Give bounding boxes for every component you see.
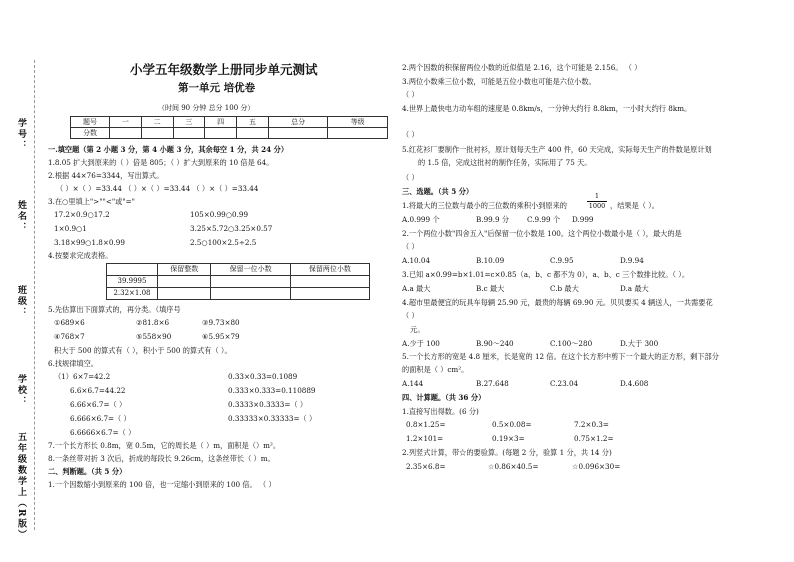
student-number-label: 学号：	[16, 118, 26, 151]
choice-option[interactable]: D.a 最大	[620, 284, 649, 293]
estimate-item: ⑤558×90	[136, 332, 172, 341]
pattern-item: 6.66×6.7=（ ）	[70, 400, 127, 409]
score-table-header: 总分	[268, 117, 328, 128]
choice-option[interactable]: A.少于 100	[402, 339, 440, 348]
pattern-item: 0.333×0.333=0.110889	[228, 386, 316, 395]
question-text: 3.在○里填上">""<"或"="	[48, 197, 135, 206]
score-cell[interactable]	[173, 128, 205, 139]
question-text: 5.红花衫厂要制作一批衬衫，原计划每天生产 400 件，60 天完成，实际每天生产的件数是原计划	[402, 145, 712, 154]
choice-option[interactable]: A.10.04	[402, 256, 431, 265]
class-label: 班级：	[16, 285, 26, 318]
score-table-header: 四	[205, 117, 237, 128]
answer-cell[interactable]	[158, 288, 211, 300]
question-text: 1.一个因数缩小到原来的 100 倍，也一定缩小到原来的 100 倍。 （ ）	[48, 480, 276, 489]
question-text: 7.一个长方形长 0.8m，宽 0.5m，它的周长是（ ）m，面积是（）m²。	[48, 441, 281, 450]
name-label: 姓名：	[16, 200, 26, 233]
rounding-table	[106, 263, 370, 300]
rounding-row-label: 39.9995	[107, 276, 158, 288]
pattern-item: 0.33×0.33=0.1089	[228, 372, 298, 381]
question-text: 2.一个两位小数"四舍五入"后保留一位小数是 100。这个两位小数最小是（ ），最大的是	[402, 229, 682, 238]
question-text: 积大于 500 的算式有（ ），积小于 500 的算式有（ ）。	[54, 346, 232, 355]
question-text: 1.8.05 扩大到原来的（ ）倍是 805；（ ）扩大到原来的 10 倍是 64。	[48, 158, 274, 167]
choice-option[interactable]: D.999	[572, 215, 594, 224]
fraction	[587, 193, 607, 209]
page-title: 小学五年级数学上册同步单元测试	[130, 62, 318, 77]
score-table-header: 三	[173, 117, 205, 128]
question-text: 1.直接写出得数。(6 分)	[402, 407, 479, 416]
estimate-item: ③9.73×80	[202, 318, 240, 327]
score-row-label: 分数	[71, 128, 110, 139]
score-cell[interactable]	[268, 128, 328, 139]
question-text: 6.找规律填空。	[48, 359, 98, 368]
unit-text: 元。	[410, 325, 425, 334]
choice-option[interactable]: D.大于 300	[620, 339, 659, 348]
choice-option[interactable]: B.10.09	[476, 256, 505, 265]
question-text: 4.超市里最便宜的玩具车每辆 25.90 元，最贵的每辆 69.90 元。贝贝要买 4 辆送人，一共需要花	[402, 298, 713, 307]
answer-blank[interactable]: （ ）	[402, 242, 419, 251]
choice-option[interactable]: C.23.04	[550, 379, 579, 388]
question-text: 的 1.5 倍，完成这批衬的制作任务，实际用了 75 天。	[418, 158, 592, 167]
fraction-denominator: 1000	[588, 201, 606, 210]
pattern-item: 6.6×6.7=44.22	[70, 386, 126, 395]
choice-option[interactable]: A.144	[402, 379, 424, 388]
score-cell[interactable]	[237, 128, 269, 139]
grade-subject-label: 五年级数学上（R版）	[16, 432, 26, 541]
compare-item: 1×0.9○1	[54, 224, 87, 233]
binding-line	[34, 60, 35, 530]
rounding-table-header: 保留一位小数	[211, 264, 290, 276]
pattern-item: 0.3333×0.3333=（ ）	[228, 400, 308, 409]
choice-option[interactable]: D.9.94	[620, 256, 644, 265]
calc-item: ☆0.86×40.5=	[488, 462, 539, 471]
calc-item: 7.2×0.3=	[574, 420, 609, 429]
pattern-item: 6.666×6.7=（ ）	[70, 414, 131, 423]
calc-item: 0.19×3=	[492, 434, 525, 443]
pattern-item: （1）6×7=42.2	[54, 372, 111, 381]
question-text: （ ）×（ ）=33.44 （ ）×（ ）=33.44 （ ）×（ ）=33.44	[56, 184, 259, 193]
choice-option[interactable]: A.a 最大	[402, 284, 431, 293]
choice-option[interactable]: B.27.648	[476, 379, 509, 388]
rounding-table-header: 保留整数	[158, 264, 211, 276]
compare-item: 2.5○100×2.5÷2.5	[190, 238, 257, 247]
question-text: ，结果是（ ）。	[610, 201, 659, 210]
question-text: 5.先估算出下面算式的，再分类。（填序号	[48, 305, 181, 314]
calc-item: 0.75×1.2=	[574, 434, 614, 443]
answer-cell[interactable]	[211, 276, 290, 288]
calc-item: ☆0.096×30=	[572, 462, 621, 471]
question-text: 2.两个因数的积保留两位小数的近似值是 2.16，这个可能是 2.156。 （ ）	[402, 63, 642, 72]
pattern-item: 0.33333×0.33333=（ ）	[228, 414, 317, 423]
question-text: 1.将最大的三位数与最小的三位数的乘积小到原来的	[402, 201, 567, 210]
choice-option[interactable]: C.9.99 个	[527, 215, 561, 224]
choice-option[interactable]: C.9.95	[550, 256, 574, 265]
calc-item: 0.5×0.08=	[492, 420, 532, 429]
estimate-item: ②81.8×6	[136, 318, 170, 327]
section-heading-choice: 三、选题。（共 5 分）	[402, 187, 474, 196]
score-cell[interactable]	[205, 128, 237, 139]
rounding-table-header: 保留两位小数	[290, 264, 369, 276]
score-table-header: 题号	[71, 117, 110, 128]
school-label: 学校：	[16, 374, 26, 407]
question-text: 4.按要求完成表格。	[48, 251, 113, 260]
score-cell[interactable]	[328, 128, 388, 139]
choice-option[interactable]: B.90～240	[476, 339, 514, 348]
answer-blank[interactable]: （ ）	[402, 130, 419, 139]
time-info: （时间 90 分钟 总分 100 分）	[158, 104, 255, 112]
estimate-item: ⑥5.95×79	[202, 332, 240, 341]
question-text: 2.列竖式计算，带☆的要验算。(每题 2 分，验算 1 分，共 14 分)	[402, 448, 612, 457]
question-text: 5.一个长方形的宽是 4.8 厘米，长是宽的 12 倍。在这个长方形中剪下一个最大的正方形，剩下部分	[402, 352, 719, 361]
section-heading-calculation: 四、计算题。（共 36 分）	[402, 393, 486, 402]
choice-option[interactable]: C.100～280	[550, 339, 593, 348]
page-subtitle: 第一单元 培优卷	[178, 82, 256, 94]
compare-item: 105×0.99○0.99	[190, 210, 249, 219]
choice-option[interactable]: C.b 最大	[550, 284, 579, 293]
score-table-header: 等级	[328, 117, 388, 128]
question-text: 4.世界上最快电力动车组的速度是 0.8km/s，一分钟大约行 8.8km，一小时大约行 8km。	[402, 104, 692, 113]
estimate-item: ①689×6	[54, 318, 85, 327]
answer-blank[interactable]: （ ）	[402, 311, 419, 320]
question-text: 8.一条丝带对折 3 次后，折成的每段长 9.26cm，这条丝带长（ ）m。	[48, 454, 275, 463]
answer-cell[interactable]	[158, 276, 211, 288]
question-text: 3.已知 a×0.99=b×1.01=c×0.85（a、b、c 都不为 0），a、b、c 三个数排比较。（ ）。	[402, 270, 690, 279]
section-heading-true-false: 二、判断题。（共 5 分）	[48, 467, 127, 476]
choice-option[interactable]: B.99.9 分	[476, 215, 510, 224]
answer-blank[interactable]: （ ）	[402, 173, 419, 182]
score-cell[interactable]	[141, 128, 173, 139]
pattern-item: 6.6666×6.7=（ ）	[70, 428, 136, 437]
answer-cell[interactable]	[211, 288, 290, 300]
score-cell[interactable]	[110, 128, 142, 139]
score-table-header: 二	[141, 117, 173, 128]
choice-option[interactable]: A.0.999 个	[402, 215, 440, 224]
choice-option[interactable]: B.c 最大	[476, 284, 505, 293]
compare-item: 3.25×5.72○3.25×0.57	[190, 224, 273, 233]
rounding-table-header	[107, 264, 158, 276]
question-text: 2.根据 44×76=3344，写出算式。	[48, 171, 164, 180]
fraction-numerator: 1	[587, 193, 607, 202]
question-text: 的面积是（ ）cm²。	[402, 365, 469, 374]
calc-item: 1.2×101=	[406, 434, 444, 443]
score-table-header: 一	[110, 117, 142, 128]
rounding-row-label: 2.32×1.08	[107, 288, 158, 300]
choice-option[interactable]: D.4.608	[620, 379, 649, 388]
answer-cell[interactable]	[290, 288, 369, 300]
section-heading-fill-blank: 一.填空题（第 2 小题 3 分，第 4 小题 3 分，其余每空 1 分，共 24 分）	[48, 145, 289, 154]
answer-cell[interactable]	[290, 276, 369, 288]
question-text: 3.两位小数乘三位小数，可能是五位小数也可能是六位小数。	[402, 77, 596, 86]
score-table	[70, 116, 388, 139]
calc-item: 2.35×6.8=	[406, 462, 446, 471]
calc-item: 0.8×1.25=	[406, 420, 446, 429]
answer-blank[interactable]: （ ）	[402, 90, 419, 99]
score-table-header: 五	[237, 117, 269, 128]
compare-item: 3.18×99○1.8×0.99	[54, 238, 125, 247]
estimate-item: ④768×7	[54, 332, 85, 341]
compare-item: 17.2×0.9○17.2	[54, 210, 110, 219]
